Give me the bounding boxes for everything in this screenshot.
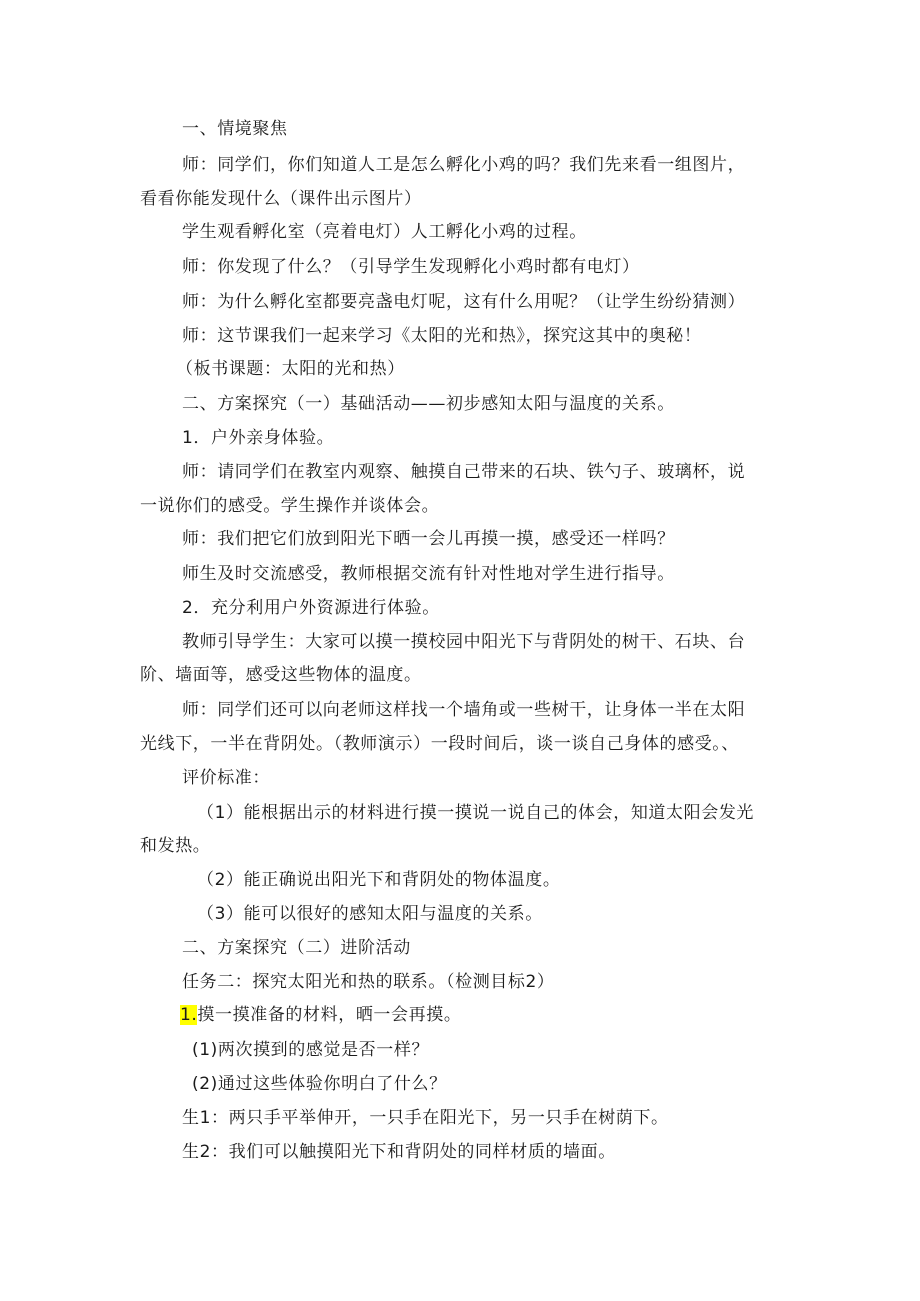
section-heading-plan-one: 二、方案探究（一）基础活动——初步感知太阳与温度的关系。 xyxy=(182,394,675,414)
numbered-item-highlighted xyxy=(180,1003,461,1027)
paragraph-line: 师：我们把它们放到阳光下晒一会儿再摸一摸，感受还一样吗？ xyxy=(182,529,675,549)
paragraph-line: 师：你发现了什么？（引导学生发现孵化小鸡时都有电灯） xyxy=(182,257,640,277)
question-2: (2)通过这些体验你明白了什么？ xyxy=(192,1074,447,1094)
section-heading-plan-two: 二、方案探究（二）进阶活动 xyxy=(182,938,411,958)
paragraph-line: 阶、墙面等，感受这些物体的温度。 xyxy=(140,665,422,685)
numbered-item-1: 1．户外亲身体验。 xyxy=(182,428,335,448)
highlight-number: 1. xyxy=(180,1005,198,1025)
student-answer-2: 生2：我们可以触摸阳光下和背阴处的同样材质的墙面。 xyxy=(182,1142,616,1162)
paragraph-line: 学生观看孵化室（亮着电灯）人工孵化小鸡的过程。 xyxy=(182,222,587,242)
numbered-item-2: 2．充分利用户外资源进行体验。 xyxy=(182,598,440,618)
paragraph-line: 光线下，一半在背阴处。（教师演示）一段时间后，谈一谈自己身体的感受。、 xyxy=(140,734,739,754)
criterion-3: （3）能可以很好的感知太阳与温度的关系。 xyxy=(197,904,543,924)
criterion-2: （2）能正确说出阳光下和背阴处的物体温度。 xyxy=(197,870,561,890)
paragraph-line: 和发热。 xyxy=(140,836,211,856)
section-heading-situation: 一、情境聚焦 xyxy=(182,119,288,139)
paragraph-line: 师：同学们还可以向老师这样找一个墙角或一些树干，让身体一半在太阳 xyxy=(182,700,746,720)
paragraph-text: 摸一摸准备的材料，晒一会再摸。 xyxy=(197,1005,462,1025)
board-title-note: （板书课题：太阳的光和热） xyxy=(176,359,405,379)
task-two-heading: 任务二：探究太阳光和热的联系。（检测目标2） xyxy=(182,972,555,992)
paragraph-line: 师：请同学们在教室内观察、触摸自己带来的石块、铁勺子、玻璃杯，说 xyxy=(182,462,746,482)
criterion-1: （1）能根据出示的材料进行摸一摸说一说自己的体会，知道太阳会发光 xyxy=(197,803,755,823)
student-answer-1: 生1：两只手平举伸开，一只手在阳光下，另一只手在树荫下。 xyxy=(182,1108,669,1128)
paragraph-line: 看看你能发现什么（课件出示图片） xyxy=(140,189,422,209)
evaluation-heading: 评价标准： xyxy=(182,768,270,788)
paragraph-line: 一说你们的感受。学生操作并谈体会。 xyxy=(140,496,440,516)
paragraph-line: 师：这节课我们一起来学习《太阳的光和热》，探究这其中的奥秘！ xyxy=(182,326,702,346)
paragraph-line: 师：为什么孵化室都要亮盏电灯呢，这有什么用呢？（让学生纷纷猜测） xyxy=(182,292,746,312)
paragraph-line: 师生及时交流感受，教师根据交流有针对性地对学生进行指导。 xyxy=(182,564,675,584)
question-1: (1)两次摸到的感觉是否一样？ xyxy=(192,1040,430,1060)
paragraph-line: 教师引导学生：大家可以摸一摸校园中阳光下与背阴处的树干、石块、台 xyxy=(182,632,746,652)
paragraph-line: 师：同学们，你们知道人工是怎么孵化小鸡的吗？我们先来看一组图片， xyxy=(182,155,746,175)
